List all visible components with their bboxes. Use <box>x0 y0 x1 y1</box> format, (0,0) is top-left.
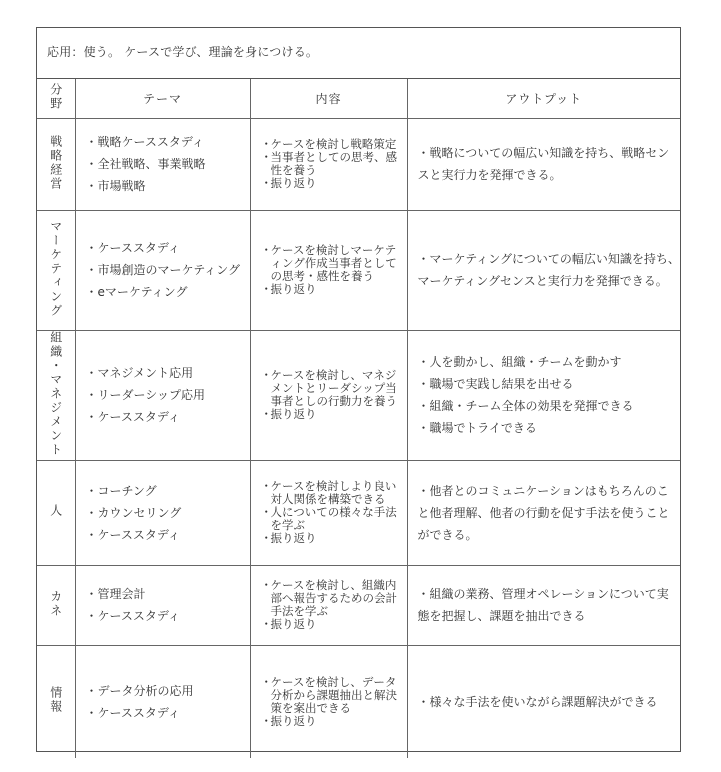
theme-item: ・ 管理会計 <box>86 583 250 605</box>
theme-item: ・ ケーススタディ <box>86 524 250 546</box>
content-item: ・ 振り返り <box>261 283 407 296</box>
theme-item: ・ マネジメント応用 <box>86 362 250 384</box>
table-row <box>37 118 680 210</box>
category-cell: マーケティング <box>37 210 75 330</box>
theme-item: ・ 戦略ケーススタディ <box>86 131 250 153</box>
content-item: ・ ケースを検討しより良い対人関係を構築できる <box>261 480 407 506</box>
content-item: ・ ケースを検討し、組織内部へ報告するための会計手法を学ぶ <box>261 579 407 618</box>
content-item: ・ 振り返り <box>261 715 407 728</box>
content-cell <box>250 645 407 758</box>
content-cell <box>250 460 407 565</box>
header-theme: テーマ <box>75 79 250 118</box>
table-row <box>37 460 680 565</box>
output-cell: ・他者とのコミュニケーションはもちろんのこと他者理解、他者の行動を促す手法を使うことができる。 <box>407 460 680 565</box>
header-category: 分野 <box>37 79 75 118</box>
content-cell <box>250 330 407 460</box>
content-item: ・ 振り返り <box>261 177 407 190</box>
theme-cell <box>75 330 250 460</box>
theme-item: ・ eマーケティング <box>86 281 250 303</box>
output-cell <box>407 330 680 460</box>
table-row <box>37 210 680 330</box>
theme-cell <box>75 460 250 565</box>
theme-item: ・ 市場戦略 <box>86 175 250 197</box>
output-cell: ・組織の業務、管理オペレーションについて実態を把握し、課題を抽出できる <box>407 565 680 645</box>
content-cell <box>250 118 407 210</box>
theme-item: ・ カウンセリング <box>86 502 250 524</box>
content-item: ・ ケースを検討し、マネジメントとリーダシップ当事者としの行動力を養う <box>261 369 407 408</box>
header-content: 内容 <box>250 79 407 118</box>
output-cell: ・マーケティングについての幅広い知識を持ち、マーケティングセンスと実行力を発揮できる。 <box>407 210 680 330</box>
content-item: ・ 当事者としての思考、感性を養う <box>261 151 407 177</box>
content-item: ・ 人についての様々な手法を学ぶ <box>261 506 407 532</box>
category-cell: 人 <box>37 460 75 565</box>
content-item: ・ ケースを検討しマーケティング作成当事者としての思考・感性を養う <box>261 244 407 283</box>
theme-item: ・ 市場創造のマーケティング <box>86 259 250 281</box>
theme-item: ・ ケーススタディ <box>86 406 250 428</box>
output-cell: ・戦略についての幅広い知識を持ち、戦略センスと実行力を発揮できる。 <box>407 118 680 210</box>
content-cell <box>250 210 407 330</box>
theme-item: ・ ケーススタディ <box>86 605 250 627</box>
curriculum-frame <box>36 27 681 752</box>
category-cell: 情報 <box>37 645 75 758</box>
theme-item: ・ コーチング <box>86 480 250 502</box>
table-row <box>37 565 680 645</box>
header-row <box>37 79 680 118</box>
category-cell: カネ <box>37 565 75 645</box>
table-row <box>37 645 680 758</box>
output-item: ・ 職場で実践し結果を出せる <box>418 373 681 395</box>
content-item: ・ 振り返り <box>261 618 407 631</box>
output-item: ・ 組織・チーム全体の効果を発揮できる <box>418 395 681 417</box>
theme-cell <box>75 565 250 645</box>
content-item: ・ 振り返り <box>261 532 407 545</box>
theme-item: ・ データ分析の応用 <box>86 680 250 702</box>
theme-cell <box>75 210 250 330</box>
output-item: ・ 職場でトライできる <box>418 417 681 439</box>
theme-item: ・ 全社戦略、事業戦略 <box>86 153 250 175</box>
content-item: ・ ケースを検討し、データ分析から課題抽出と解決策を案出できる <box>261 676 407 715</box>
content-item: ・ ケースを検討し戦略策定 <box>261 138 407 151</box>
category-cell: 組織・マネジメント <box>37 330 75 460</box>
theme-item: ・ リーダーシップ応用 <box>86 384 250 406</box>
category-cell: 戦略経営 <box>37 118 75 210</box>
content-item: ・ 振り返り <box>261 408 407 421</box>
theme-cell <box>75 118 250 210</box>
content-cell <box>250 565 407 645</box>
theme-item: ・ ケーススタディ <box>86 237 250 259</box>
header-output: アウトプット <box>407 79 680 118</box>
table-row <box>37 330 680 460</box>
theme-item: ・ ケーススタディ <box>86 702 250 724</box>
curriculum-table <box>37 79 680 758</box>
output-cell: ・様々な手法を使いながら課題解決ができる <box>407 645 680 758</box>
theme-cell <box>75 645 250 758</box>
table-caption: 応用：使う。 ケースで学び、理論を身につける。 <box>37 28 680 79</box>
output-item: ・ 人を動かし、組織・チームを動かす <box>418 351 681 373</box>
